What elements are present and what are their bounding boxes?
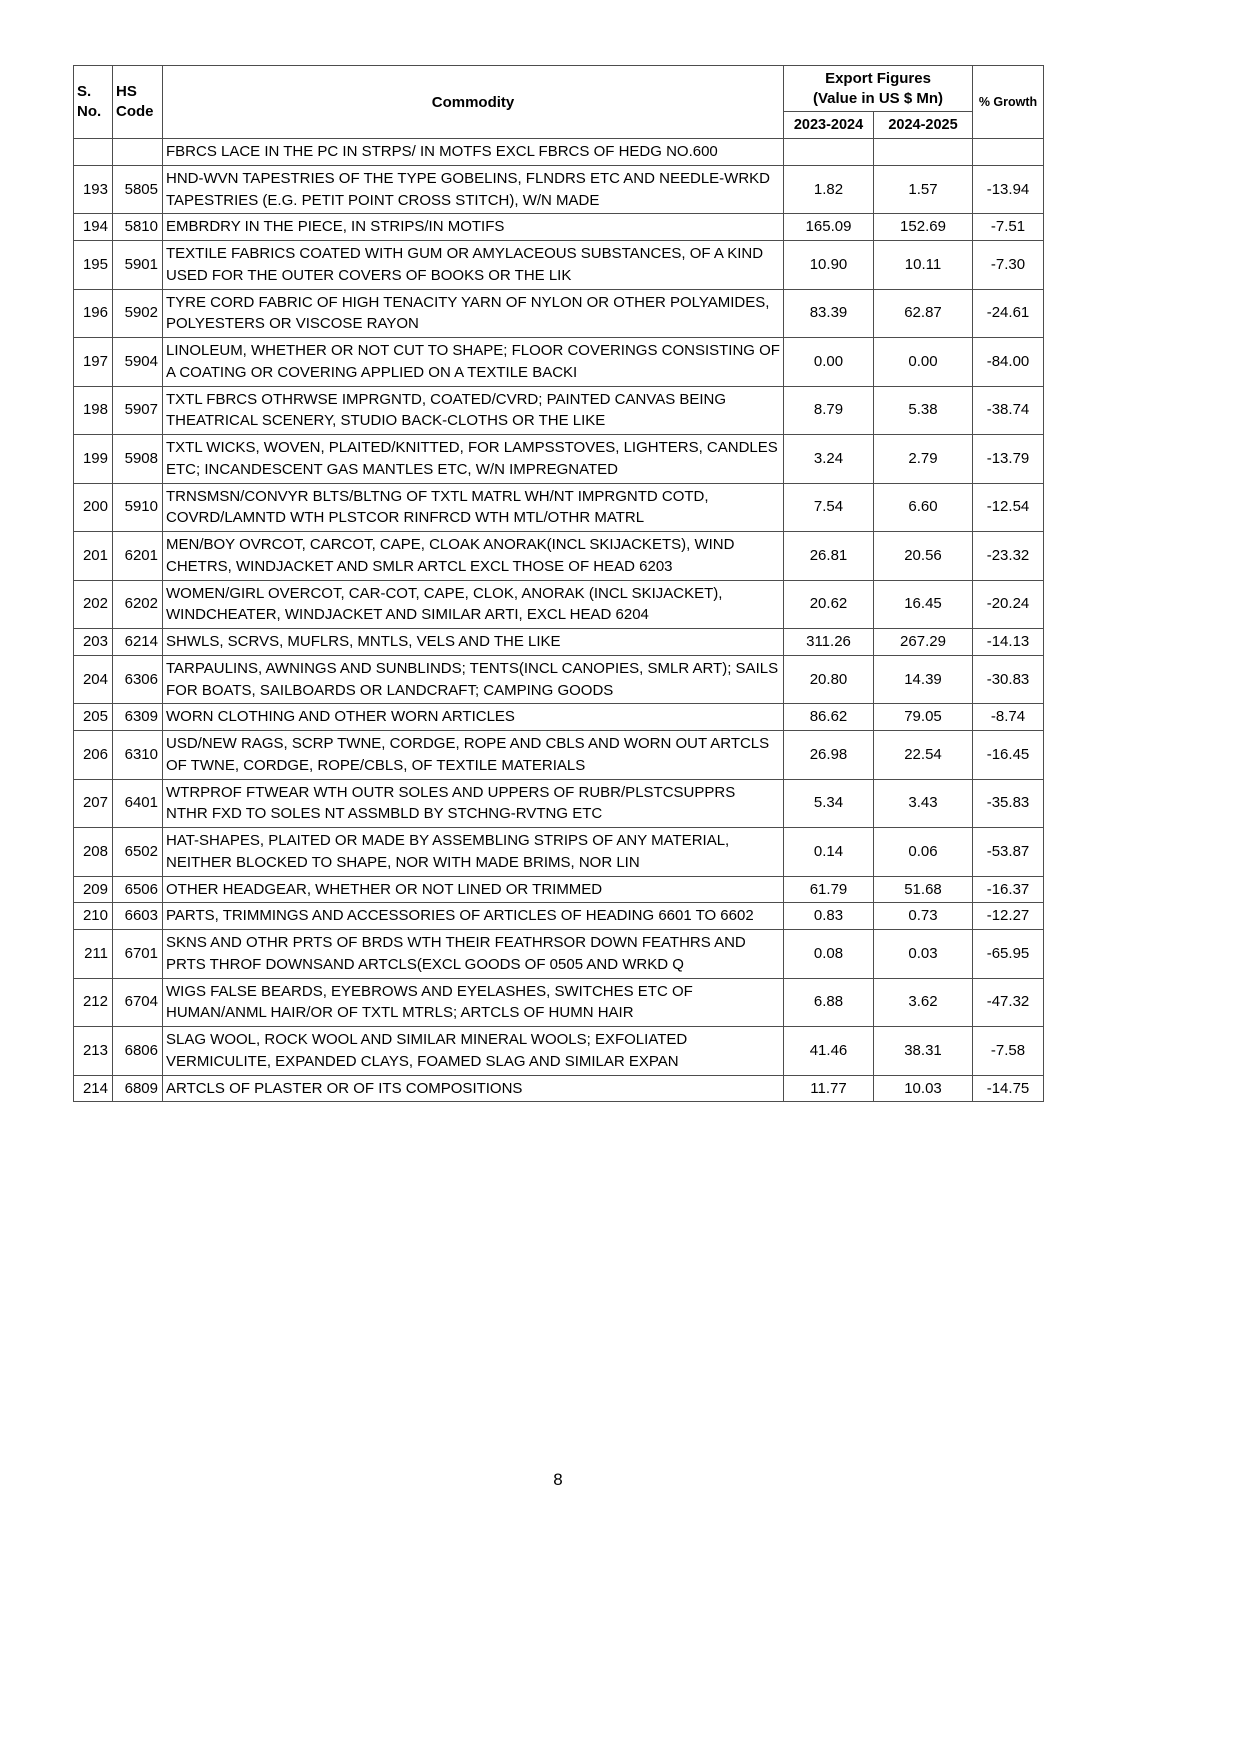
table-row (74, 876, 1044, 903)
table-row (74, 483, 1044, 532)
row-growth: -24.61 (973, 289, 1044, 338)
row-hs-code: 6201 (113, 532, 163, 581)
table-row (74, 241, 1044, 290)
row-commodity: TYRE CORD FABRIC OF HIGH TENACITY YARN OF NYLON OR OTHER POLYAMIDES, POLYESTERS OR VISCOSE RAYON (163, 289, 784, 338)
row-sno: 199 (74, 435, 113, 484)
row-hs-code: 5902 (113, 289, 163, 338)
row-value-2023-2024: 1.82 (784, 165, 874, 214)
row-value-2024-2025: 3.62 (874, 978, 973, 1027)
table-row (74, 435, 1044, 484)
row-sno: 213 (74, 1027, 113, 1076)
export-figures-subtitle: (Value in US $ Mn) (812, 89, 944, 107)
row-commodity: HAT-SHAPES, PLAITED OR MADE BY ASSEMBLING STRIPS OF ANY MATERIAL, NEITHER BLOCKED TO SHAPE, NOR WITH MADE BRIMS, NOR LIN (163, 828, 784, 877)
row-growth: -8.74 (973, 704, 1044, 731)
row-commodity: TRNSMSN/CONVYR BLTS/BLTNG OF TXTL MATRL WH/NT IMPRGNTD COTD, COVRD/LAMNTD WTH PLSTCOR RINFRCD WTH MTL/OTHR MATRL (163, 483, 784, 532)
row-sno: 201 (74, 532, 113, 581)
row-sno: 206 (74, 731, 113, 780)
row-value-2024-2025: 5.38 (874, 386, 973, 435)
row-sno: 198 (74, 386, 113, 435)
row-value-2024-2025: 51.68 (874, 876, 973, 903)
column-header-hs-code: HS Code (113, 66, 163, 139)
row-commodity: TXTL WICKS, WOVEN, PLAITED/KNITTED, FOR LAMPSSTOVES, LIGHTERS, CANDLES ETC; INCANDESCENT GAS MANTLES ETC, W/N IMPREGNATED (163, 435, 784, 484)
row-growth: -16.45 (973, 731, 1044, 780)
row-value-2023-2024: 7.54 (784, 483, 874, 532)
row-growth: -20.24 (973, 580, 1044, 629)
export-figures-title: Export Figures (825, 70, 931, 87)
table-row (74, 289, 1044, 338)
row-value-2023-2024: 10.90 (784, 241, 874, 290)
row-commodity: SLAG WOOL, ROCK WOOL AND SIMILAR MINERAL WOOLS; EXFOLIATED VERMICULITE, EXPANDED CLAYS, FOAMED SLAG AND SIMILAR EXPAN (163, 1027, 784, 1076)
table-row (74, 629, 1044, 656)
column-header-export-figures (784, 66, 973, 112)
row-hs-code: 6506 (113, 876, 163, 903)
row-value-2023-2024 (784, 139, 874, 166)
row-value-2024-2025: 22.54 (874, 731, 973, 780)
row-growth: -16.37 (973, 876, 1044, 903)
row-sno: 202 (74, 580, 113, 629)
row-growth: -35.83 (973, 779, 1044, 828)
row-value-2023-2024: 311.26 (784, 629, 874, 656)
row-growth (973, 139, 1044, 166)
row-growth: -12.27 (973, 903, 1044, 930)
row-commodity: SKNS AND OTHR PRTS OF BRDS WTH THEIR FEATHRSOR DOWN FEATHRS AND PRTS THROF DOWNSAND ARTCLS(EXCL GOODS OF 0505 AND WRKD Q (163, 930, 784, 979)
table-row (74, 1027, 1044, 1076)
row-value-2024-2025: 16.45 (874, 580, 973, 629)
row-growth: -38.74 (973, 386, 1044, 435)
row-value-2024-2025: 267.29 (874, 629, 973, 656)
row-value-2024-2025: 3.43 (874, 779, 973, 828)
row-growth: -84.00 (973, 338, 1044, 387)
table-row (74, 828, 1044, 877)
column-header-year-2023-2024: 2023-2024 (784, 112, 874, 139)
table-row (74, 214, 1044, 241)
column-header-growth: % Growth (973, 66, 1044, 139)
row-value-2023-2024: 11.77 (784, 1075, 874, 1102)
row-value-2023-2024: 6.88 (784, 978, 874, 1027)
row-value-2023-2024: 26.98 (784, 731, 874, 780)
table-row (74, 139, 1044, 166)
row-commodity: TXTL FBRCS OTHRWSE IMPRGNTD, COATED/CVRD; PAINTED CANVAS BEING THEATRICAL SCENERY, STUDIO BACK-CLOTHS OR THE LIKE (163, 386, 784, 435)
table-row (74, 779, 1044, 828)
row-sno: 211 (74, 930, 113, 979)
row-value-2023-2024: 26.81 (784, 532, 874, 581)
row-hs-code: 6214 (113, 629, 163, 656)
row-commodity: WORN CLOTHING AND OTHER WORN ARTICLES (163, 704, 784, 731)
row-sno: 214 (74, 1075, 113, 1102)
row-sno: 204 (74, 655, 113, 704)
row-commodity: WIGS FALSE BEARDS, EYEBROWS AND EYELASHES, SWITCHES ETC OF HUMAN/ANML HAIR/OR OF TXTL MTRLS; ARTCLS OF HUMN HAIR (163, 978, 784, 1027)
row-value-2024-2025: 10.03 (874, 1075, 973, 1102)
row-commodity: LINOLEUM, WHETHER OR NOT CUT TO SHAPE; FLOOR COVERINGS CONSISTING OF A COATING OR COVERING APPLIED ON A TEXTILE BACKI (163, 338, 784, 387)
row-growth: -30.83 (973, 655, 1044, 704)
row-hs-code: 6806 (113, 1027, 163, 1076)
row-value-2023-2024: 61.79 (784, 876, 874, 903)
row-growth: -14.75 (973, 1075, 1044, 1102)
row-growth: -47.32 (973, 978, 1044, 1027)
row-hs-code: 5904 (113, 338, 163, 387)
row-value-2024-2025: 20.56 (874, 532, 973, 581)
table-row (74, 532, 1044, 581)
table-row (74, 731, 1044, 780)
column-header-sno: S. No. (74, 66, 113, 139)
row-commodity: SHWLS, SCRVS, MUFLRS, MNTLS, VELS AND THE LIKE (163, 629, 784, 656)
row-growth: -7.58 (973, 1027, 1044, 1076)
row-value-2023-2024: 20.80 (784, 655, 874, 704)
column-header-commodity: Commodity (163, 66, 784, 139)
row-hs-code: 5901 (113, 241, 163, 290)
table-header-row-1 (74, 66, 1044, 112)
row-value-2023-2024: 8.79 (784, 386, 874, 435)
row-hs-code: 6809 (113, 1075, 163, 1102)
row-sno: 197 (74, 338, 113, 387)
table-row (74, 930, 1044, 979)
row-growth: -13.79 (973, 435, 1044, 484)
row-commodity: MEN/BOY OVRCOT, CARCOT, CAPE, CLOAK ANORAK(INCL SKIJACKETS), WIND CHETRS, WINDJACKET AND SMLR ARTCL EXCL THOSE OF HEAD 6203 (163, 532, 784, 581)
row-commodity: OTHER HEADGEAR, WHETHER OR NOT LINED OR TRIMMED (163, 876, 784, 903)
row-hs-code: 6309 (113, 704, 163, 731)
row-commodity: WTRPROF FTWEAR WTH OUTR SOLES AND UPPERS OF RUBR/PLSTCSUPPRS NTHR FXD TO SOLES NT ASSMBLD BY STCHNG-RVTNG ETC (163, 779, 784, 828)
row-sno: 210 (74, 903, 113, 930)
row-hs-code: 6502 (113, 828, 163, 877)
row-value-2023-2024: 0.08 (784, 930, 874, 979)
page-number: 8 (553, 1470, 563, 1489)
row-commodity: USD/NEW RAGS, SCRP TWNE, CORDGE, ROPE AND CBLS AND WORN OUT ARTCLS OF TWNE, CORDGE, ROPE/CBLS, OF TEXTILE MATERIALS (163, 731, 784, 780)
row-commodity: WOMEN/GIRL OVERCOT, CAR-COT, CAPE, CLOK, ANORAK (INCL SKIJACKET), WINDCHEATER, WINDJACKET AND SIMILAR ARTI, EXCL HEAD 6204 (163, 580, 784, 629)
row-hs-code: 6704 (113, 978, 163, 1027)
row-value-2023-2024: 0.00 (784, 338, 874, 387)
row-growth: -65.95 (973, 930, 1044, 979)
row-value-2024-2025: 1.57 (874, 165, 973, 214)
row-growth: -14.13 (973, 629, 1044, 656)
row-hs-code: 5805 (113, 165, 163, 214)
row-sno: 196 (74, 289, 113, 338)
row-sno: 209 (74, 876, 113, 903)
table-row (74, 338, 1044, 387)
row-commodity: TARPAULINS, AWNINGS AND SUNBLINDS; TENTS(INCL CANOPIES, SMLR ART); SAILS FOR BOATS, SAILBOARDS OR LANDCRAFT; CAMPING GOODS (163, 655, 784, 704)
row-value-2024-2025 (874, 139, 973, 166)
row-sno: 208 (74, 828, 113, 877)
row-hs-code (113, 139, 163, 166)
row-value-2023-2024: 0.14 (784, 828, 874, 877)
row-value-2024-2025: 10.11 (874, 241, 973, 290)
row-sno: 194 (74, 214, 113, 241)
row-hs-code: 6202 (113, 580, 163, 629)
row-value-2024-2025: 152.69 (874, 214, 973, 241)
row-growth: -7.30 (973, 241, 1044, 290)
table-row (74, 1075, 1044, 1102)
row-value-2023-2024: 5.34 (784, 779, 874, 828)
row-hs-code: 5907 (113, 386, 163, 435)
row-hs-code: 6603 (113, 903, 163, 930)
row-value-2024-2025: 0.06 (874, 828, 973, 877)
row-sno: 195 (74, 241, 113, 290)
table-row (74, 386, 1044, 435)
row-sno: 193 (74, 165, 113, 214)
table-row (74, 704, 1044, 731)
row-sno (74, 139, 113, 166)
row-value-2023-2024: 0.83 (784, 903, 874, 930)
row-value-2023-2024: 20.62 (784, 580, 874, 629)
export-figures-table (73, 65, 1044, 1102)
row-value-2024-2025: 6.60 (874, 483, 973, 532)
row-sno: 203 (74, 629, 113, 656)
row-growth: -53.87 (973, 828, 1044, 877)
row-value-2024-2025: 2.79 (874, 435, 973, 484)
row-hs-code: 6701 (113, 930, 163, 979)
row-commodity: ARTCLS OF PLASTER OR OF ITS COMPOSITIONS (163, 1075, 784, 1102)
row-value-2023-2024: 41.46 (784, 1027, 874, 1076)
row-value-2024-2025: 38.31 (874, 1027, 973, 1076)
row-sno: 212 (74, 978, 113, 1027)
row-sno: 200 (74, 483, 113, 532)
table-header (74, 66, 1044, 139)
row-value-2024-2025: 0.03 (874, 930, 973, 979)
table-row (74, 655, 1044, 704)
row-commodity: EMBRDRY IN THE PIECE, IN STRIPS/IN MOTIFS (163, 214, 784, 241)
row-hs-code: 6401 (113, 779, 163, 828)
row-value-2024-2025: 14.39 (874, 655, 973, 704)
table-row (74, 978, 1044, 1027)
row-value-2023-2024: 165.09 (784, 214, 874, 241)
row-value-2024-2025: 0.00 (874, 338, 973, 387)
row-commodity: HND-WVN TAPESTRIES OF THE TYPE GOBELINS, FLNDRS ETC AND NEEDLE-WRKD TAPESTRIES (E.G. PETIT POINT CROSS STITCH), W/N MADE (163, 165, 784, 214)
row-growth: -7.51 (973, 214, 1044, 241)
row-hs-code: 5810 (113, 214, 163, 241)
table-row (74, 580, 1044, 629)
row-commodity: TEXTILE FABRICS COATED WITH GUM OR AMYLACEOUS SUBSTANCES, OF A KIND USED FOR THE OUTER COVERS OF BOOKS OR THE LIK (163, 241, 784, 290)
row-value-2023-2024: 86.62 (784, 704, 874, 731)
row-commodity: FBRCS LACE IN THE PC IN STRPS/ IN MOTFS EXCL FBRCS OF HEDG NO.600 (163, 139, 784, 166)
table-row (74, 903, 1044, 930)
row-hs-code: 5910 (113, 483, 163, 532)
row-sno: 207 (74, 779, 113, 828)
row-hs-code: 6310 (113, 731, 163, 780)
row-value-2024-2025: 0.73 (874, 903, 973, 930)
row-growth: -13.94 (973, 165, 1044, 214)
row-value-2023-2024: 3.24 (784, 435, 874, 484)
row-commodity: PARTS, TRIMMINGS AND ACCESSORIES OF ARTICLES OF HEADING 6601 TO 6602 (163, 903, 784, 930)
table-row (74, 165, 1044, 214)
table-body (74, 139, 1044, 1102)
column-header-year-2024-2025: 2024-2025 (874, 112, 973, 139)
row-value-2024-2025: 62.87 (874, 289, 973, 338)
row-value-2023-2024: 83.39 (784, 289, 874, 338)
row-value-2024-2025: 79.05 (874, 704, 973, 731)
row-hs-code: 5908 (113, 435, 163, 484)
row-growth: -12.54 (973, 483, 1044, 532)
row-sno: 205 (74, 704, 113, 731)
row-growth: -23.32 (973, 532, 1044, 581)
row-hs-code: 6306 (113, 655, 163, 704)
